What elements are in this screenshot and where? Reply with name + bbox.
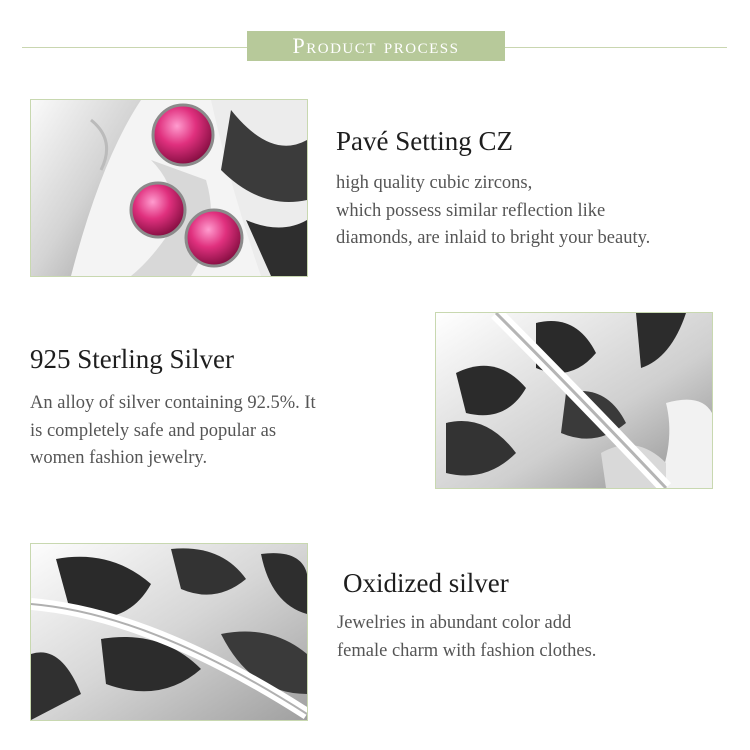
section-banner: Product process: [247, 31, 505, 61]
pink-gem: [153, 105, 213, 165]
description-line: diamonds, are inlaid to bright your beauty.: [336, 228, 651, 248]
section-title: 925 Sterling Silver: [30, 344, 234, 374]
pink-gem: [186, 210, 242, 266]
header-rule-right: [505, 47, 727, 48]
sterling-silver-photo: [435, 312, 713, 489]
section-description: [336, 170, 650, 253]
section-description: [30, 390, 316, 473]
section-title: Oxidized silver: [343, 568, 509, 598]
description-line: women fashion jewelry.: [30, 448, 208, 468]
pink-gem: [131, 183, 185, 237]
pave-setting-photo: [30, 99, 308, 277]
section-description: [337, 610, 596, 665]
description-line: which possess similar reflection like: [336, 200, 606, 221]
header-rule-left: [22, 47, 247, 48]
description-line: Jewelries in abundant color add: [337, 613, 572, 633]
description-line: An alloy of silver containing 92.5%. It: [30, 393, 316, 413]
description-line: is completely safe and popular as: [30, 420, 277, 441]
section-title: Pavé Setting CZ: [336, 126, 513, 156]
description-line: high quality cubic zircons,: [336, 173, 533, 193]
oxidized-silver-photo: [30, 543, 308, 721]
description-line: female charm with fashion clothes.: [337, 640, 597, 661]
